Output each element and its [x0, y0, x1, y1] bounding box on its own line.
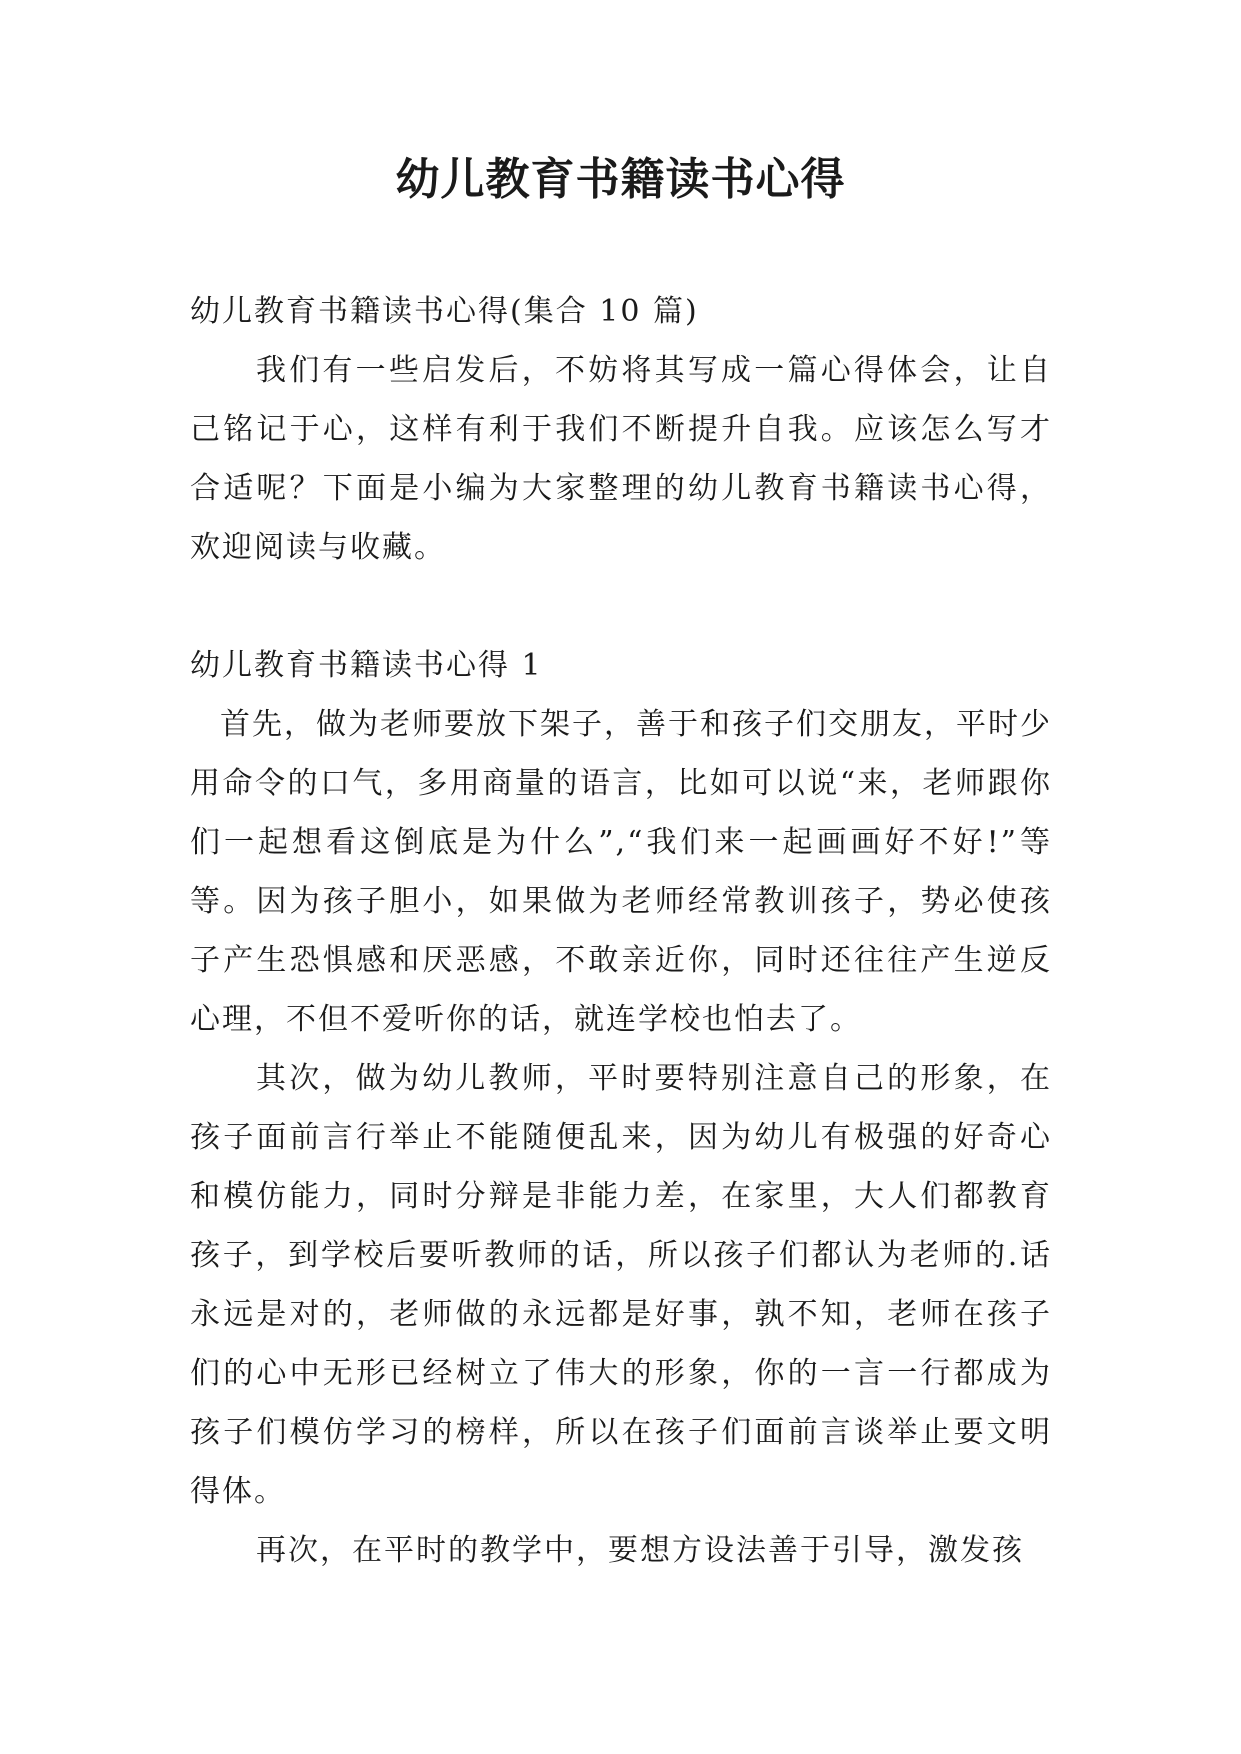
document-title: 幼儿教育书籍读书心得 [395, 154, 846, 205]
intro-paragraph: 我们有一些启发后，不妨将其写成一篇心得体会，让自己铭记于心，这样有利于我们不断提升自我。应该怎么写才合适呢？下面是小编为大家整理的幼儿教育书籍读书心得，欢迎阅读与收藏。 [190, 353, 1052, 565]
body-paragraph: 首先，做为老师要放下架子，善于和孩子们交朋友，平时少用命令的口气，多用商量的语言，比如可以说“来，老师跟你们一起想看这倒底是为什么”,“我们来一起画画好不好!”等等。因为孩子胆小，如果做为老师经常教训孩子，势必使孩子产生恐惧感和厌恶感，不敢亲近你，同时还往往产生逆反心理，不但不爱听你的话，就连学校也怕去了。 [190, 707, 1052, 1037]
section-heading: 幼儿教育书籍读书心得 1 [190, 648, 543, 683]
body-paragraph: 再次，在平时的教学中，要想方设法善于引导，激发孩 [256, 1533, 1024, 1568]
document-body [190, 282, 1052, 1580]
document-subtitle: 幼儿教育书籍读书心得(集合 10 篇) [190, 294, 699, 329]
body-paragraph: 其次，做为幼儿教师，平时要特别注意自己的形象，在孩子面前言行举止不能随便乱来，因为幼儿有极强的好奇心和模仿能力，同时分辩是非能力差，在家里，大人们都教育孩子，到学校后要听教师的话，所以孩子们都认为老师的.话永远是对的，老师做的永远都是好事，孰不知，老师在孩子们的心中无形已经树立了伟大的形象，你的一言一行都成为孩子们模仿学习的榜样，所以在孩子们面前言谈举止要文明得体。 [190, 1061, 1052, 1509]
